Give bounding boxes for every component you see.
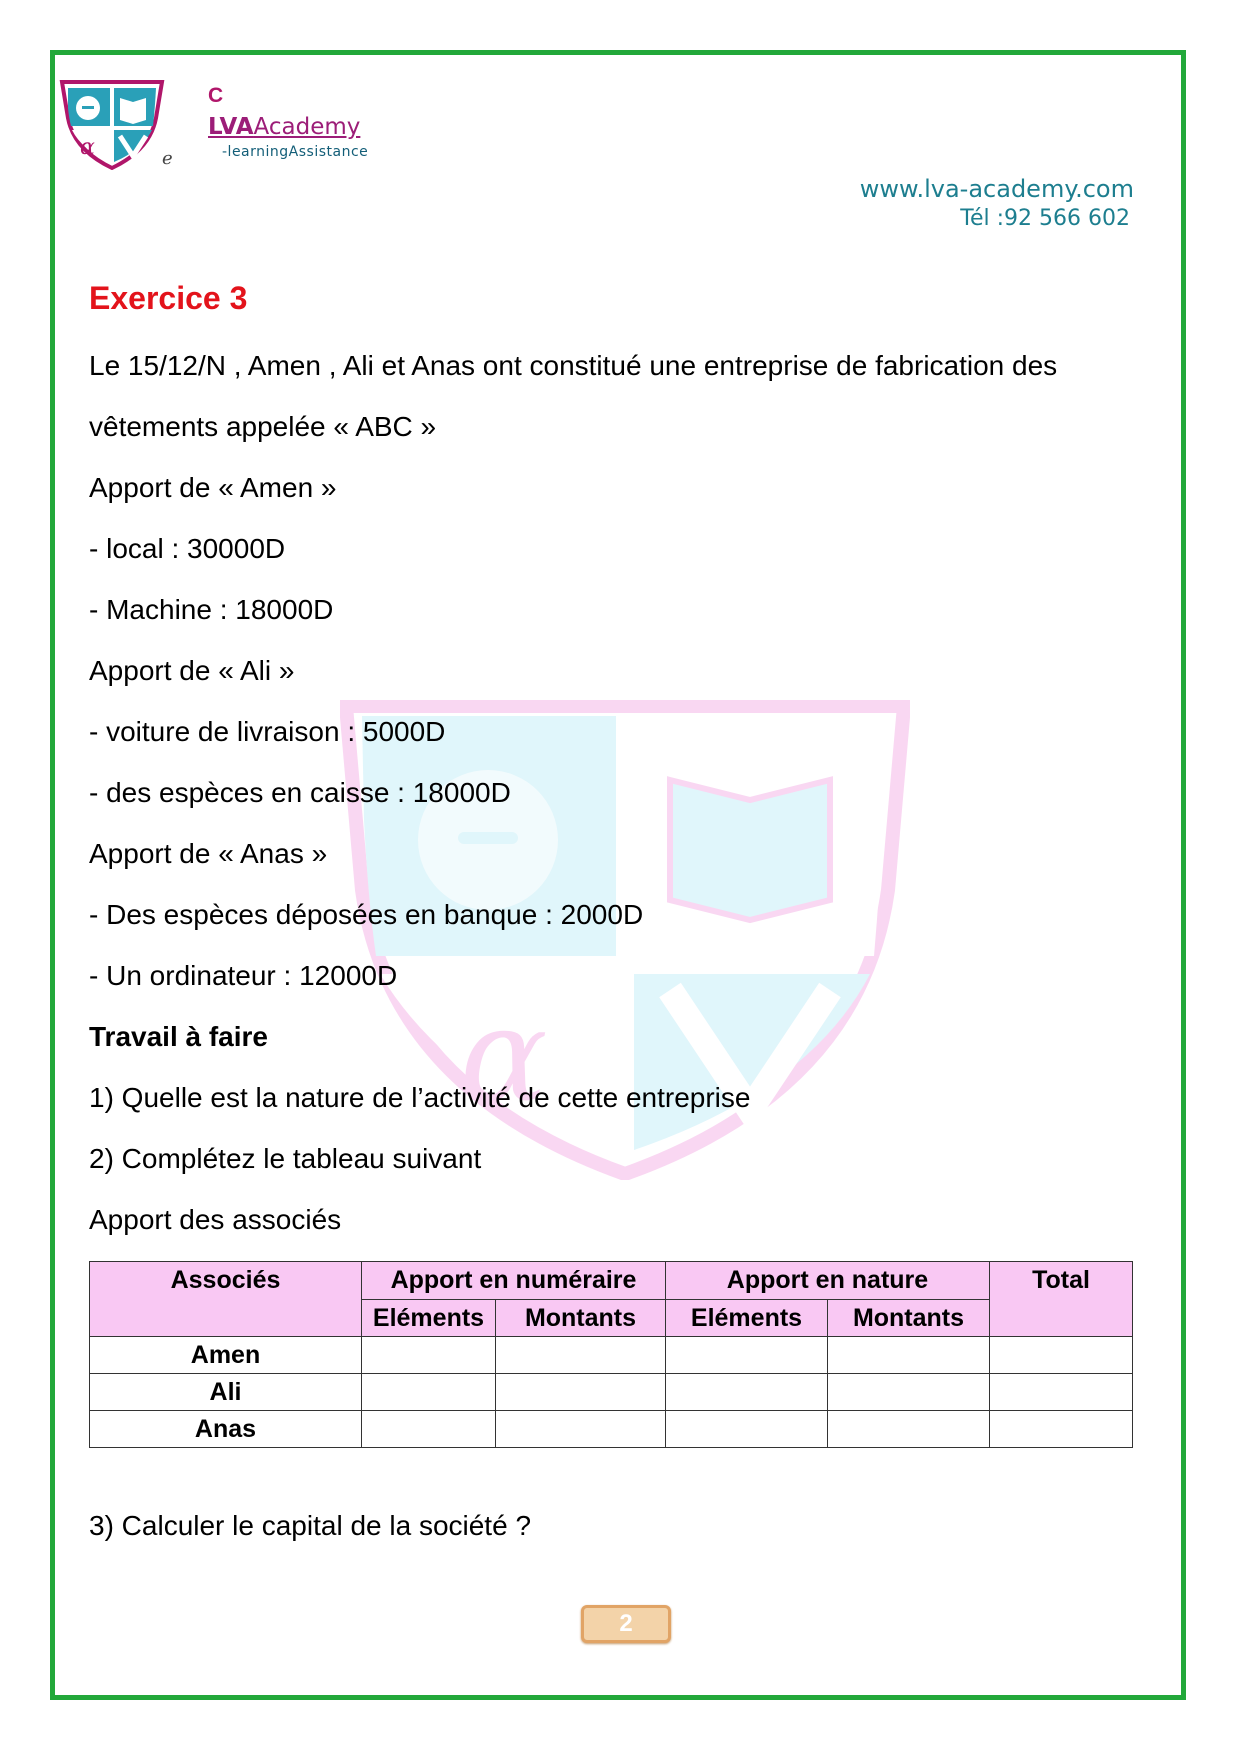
row-name-anas: Anas — [90, 1411, 362, 1448]
subheader-montants: Montants — [828, 1300, 990, 1337]
header-apport-nature: Apport en nature — [666, 1262, 990, 1300]
apport-heading: Apport de « Ali » — [89, 655, 295, 686]
cell-nat-elements[interactable] — [666, 1374, 828, 1411]
subheader-montants: Montants — [496, 1300, 666, 1337]
cell-total[interactable] — [990, 1337, 1133, 1374]
exercise-title: Exercice 3 — [89, 280, 248, 316]
cell-nat-montants[interactable] — [828, 1374, 990, 1411]
statement-line: vêtements appelée « ABC » — [89, 411, 437, 442]
brand-academy: Academy — [253, 114, 361, 140]
row-name-amen: Amen — [90, 1337, 362, 1374]
cell-num-elements[interactable] — [362, 1337, 496, 1374]
phone-number: Tél :92 566 602 — [960, 206, 1130, 231]
header-associes: Associés — [90, 1262, 362, 1337]
apport-item: - Machine : 18000D — [89, 594, 334, 625]
cell-total[interactable] — [990, 1411, 1133, 1448]
cell-nat-elements[interactable] — [666, 1337, 828, 1374]
cell-num-elements[interactable] — [362, 1374, 496, 1411]
task-heading: Travail à faire — [89, 1021, 269, 1052]
question-3: 3) Calculer le capital de la société ? — [89, 1510, 532, 1541]
brand-subtitle: -learningAssistance — [222, 144, 369, 160]
header-total: Total — [990, 1262, 1133, 1337]
table-row — [90, 1411, 1133, 1448]
apport-item: - local : 30000D — [89, 533, 286, 564]
row-name-ali: Ali — [90, 1374, 362, 1411]
header-apport-numeraire: Apport en numéraire — [362, 1262, 666, 1300]
apport-item: - Des espèces déposées en banque : 2000D — [89, 899, 644, 930]
cell-num-elements[interactable] — [362, 1411, 496, 1448]
svg-text:α: α — [460, 979, 548, 1131]
cell-nat-elements[interactable] — [666, 1411, 828, 1448]
question-1: 1) Quelle est la nature de l’activité de cette entreprise — [89, 1082, 751, 1113]
brand-block — [162, 84, 369, 169]
cell-nat-montants[interactable] — [828, 1411, 990, 1448]
brand-lva: LVA — [208, 114, 254, 140]
cell-nat-montants[interactable] — [828, 1337, 990, 1374]
cell-num-montants[interactable] — [496, 1337, 666, 1374]
table-row — [90, 1374, 1133, 1411]
apports-table — [89, 1261, 1133, 1448]
table-caption: Apport des associés — [89, 1204, 342, 1235]
cell-num-montants[interactable] — [496, 1374, 666, 1411]
website-link[interactable]: www.lva-academy.com — [859, 175, 1134, 203]
cell-num-montants[interactable] — [496, 1411, 666, 1448]
cell-total[interactable] — [990, 1374, 1133, 1411]
subheader-elements: Eléments — [666, 1300, 828, 1337]
page-number: 2 — [581, 1605, 671, 1643]
contact-block — [860, 174, 1134, 234]
apport-item: - voiture de livraison : 5000D — [89, 716, 446, 747]
question-2: 2) Complétez le tableau suivant — [89, 1143, 482, 1174]
svg-text:α: α — [80, 135, 95, 160]
lva-academy-logo — [58, 78, 166, 170]
apport-item: - Un ordinateur : 12000D — [89, 960, 398, 991]
brand-letter-c: C — [208, 84, 224, 107]
brand-name — [208, 114, 368, 140]
brand-letter-e: e — [162, 148, 173, 169]
apport-heading: Apport de « Anas » — [89, 838, 328, 869]
table-row — [90, 1337, 1133, 1374]
exercise-content — [89, 280, 1169, 1250]
subheader-elements: Eléments — [362, 1300, 496, 1337]
apport-item: - des espèces en caisse : 18000D — [89, 777, 511, 808]
apport-heading: Apport de « Amen » — [89, 472, 337, 503]
statement-line: Le 15/12/N , Amen , Ali et Anas ont constitué une entreprise de fabrication des — [89, 350, 1058, 381]
